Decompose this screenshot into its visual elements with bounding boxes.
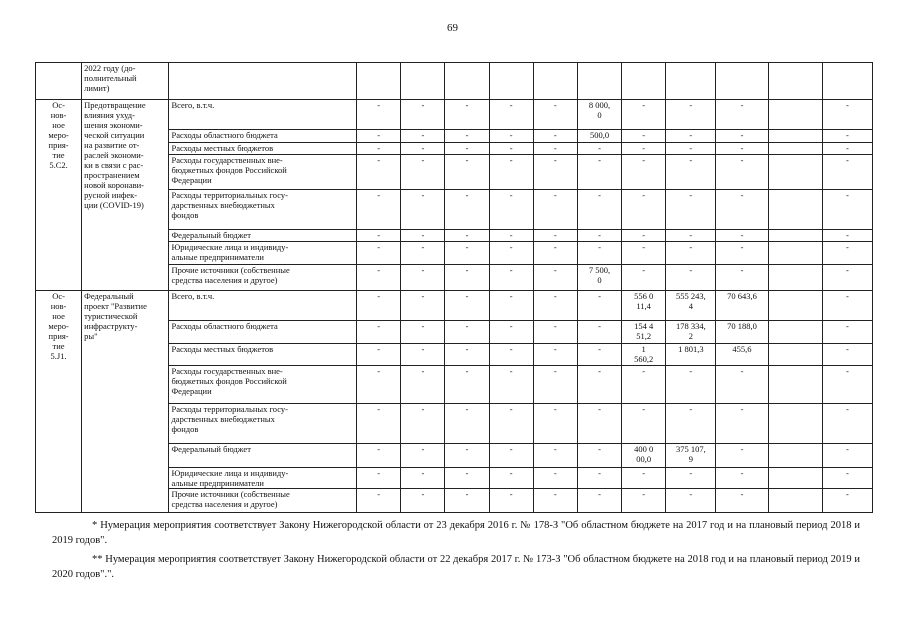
value-cell: - [822, 265, 872, 291]
value-cell: - [489, 230, 533, 242]
value-cell: - [716, 489, 768, 513]
value-cell: - [822, 100, 872, 130]
funding-source: Расходы областного бюджета [169, 130, 357, 143]
value-cell: 556 0 11,4 [622, 291, 666, 321]
value-cell: - [445, 444, 489, 468]
value-cell: - [445, 130, 489, 143]
value-cell: - [822, 230, 872, 242]
value-cell: - [577, 344, 621, 366]
value-cell: - [401, 321, 445, 344]
value-cell [768, 155, 822, 190]
value-cell: - [533, 143, 577, 155]
value-cell: - [666, 468, 716, 489]
funding-source: Юридические лица и индивиду- альные предприниматели [169, 468, 357, 489]
value-cell: - [401, 344, 445, 366]
measure-number: Ос- нов- ное меро- прия- тие 5.С2. [36, 100, 82, 291]
empty-cell [401, 63, 445, 100]
value-cell: - [577, 468, 621, 489]
value-cell: - [822, 321, 872, 344]
value-cell: - [357, 468, 401, 489]
value-cell: - [445, 321, 489, 344]
value-cell: - [401, 155, 445, 190]
empty-cell [577, 63, 621, 100]
funding-source: Расходы государственных вне- бюджетных фондов Российской Федерации [169, 366, 357, 404]
value-cell: - [716, 100, 768, 130]
value-cell: - [716, 366, 768, 404]
value-cell: - [357, 489, 401, 513]
value-cell: - [822, 468, 872, 489]
value-cell: - [489, 190, 533, 230]
value-cell: - [445, 265, 489, 291]
value-cell: - [357, 100, 401, 130]
value-cell [768, 344, 822, 366]
value-cell: - [577, 230, 621, 242]
funding-source: Расходы территориальных госу- дарственных внебюджетных фондов [169, 190, 357, 230]
value-cell: - [489, 130, 533, 143]
value-cell: - [357, 366, 401, 404]
funding-source: Всего, в.т.ч. [169, 291, 357, 321]
value-cell: - [445, 100, 489, 130]
value-cell: - [357, 190, 401, 230]
empty-cell [622, 63, 666, 100]
value-cell: - [489, 344, 533, 366]
value-cell [768, 143, 822, 155]
value-cell: - [533, 265, 577, 291]
value-cell: - [489, 291, 533, 321]
value-cell [768, 489, 822, 513]
value-cell: - [622, 265, 666, 291]
value-cell: - [357, 230, 401, 242]
empty-cell [716, 63, 768, 100]
value-cell: - [533, 130, 577, 143]
value-cell: 70 188,0 [716, 321, 768, 344]
value-cell: - [357, 321, 401, 344]
value-cell: - [577, 444, 621, 468]
value-cell: - [401, 468, 445, 489]
value-cell: 178 334, 2 [666, 321, 716, 344]
value-cell: - [716, 404, 768, 444]
value-cell: 8 000, 0 [577, 100, 621, 130]
empty-cell [666, 63, 716, 100]
value-cell: - [622, 100, 666, 130]
value-cell: - [357, 344, 401, 366]
value-cell: - [822, 155, 872, 190]
value-cell: - [822, 190, 872, 230]
value-cell: - [357, 155, 401, 190]
value-cell: - [401, 444, 445, 468]
funding-source: Расходы государственных вне- бюджетных фондов Российской Федерации [169, 155, 357, 190]
funding-source: Юридические лица и индивиду- альные предприниматели [169, 242, 357, 265]
value-cell: - [401, 190, 445, 230]
value-cell: - [401, 366, 445, 404]
value-cell [768, 230, 822, 242]
value-cell: - [716, 155, 768, 190]
value-cell [768, 444, 822, 468]
value-cell: - [401, 100, 445, 130]
value-cell: - [666, 143, 716, 155]
value-cell: - [445, 143, 489, 155]
funding-source: Прочие источники (собственные средства населения и другое) [169, 265, 357, 291]
value-cell: - [401, 404, 445, 444]
measure-number: Ос- нов- ное меро- прия- тие 5.J1. [36, 291, 82, 513]
value-cell [768, 321, 822, 344]
value-cell: - [577, 143, 621, 155]
value-cell: - [622, 190, 666, 230]
value-cell: - [357, 444, 401, 468]
value-cell [768, 291, 822, 321]
value-cell: - [401, 130, 445, 143]
measure-name: 2022 году (до- полнительный лимит) [82, 63, 169, 100]
value-cell: - [533, 291, 577, 321]
footnotes [52, 518, 860, 586]
value-cell [768, 404, 822, 444]
value-cell: - [489, 468, 533, 489]
table-row [36, 291, 873, 321]
value-cell: - [577, 291, 621, 321]
value-cell: 1 560,2 [622, 344, 666, 366]
value-cell: - [716, 230, 768, 242]
value-cell: - [622, 155, 666, 190]
value-cell: - [577, 321, 621, 344]
value-cell: - [666, 489, 716, 513]
value-cell: - [822, 291, 872, 321]
value-cell: - [577, 489, 621, 513]
value-cell: - [666, 130, 716, 143]
value-cell: - [622, 130, 666, 143]
value-cell: - [533, 444, 577, 468]
funding-source: Расходы областного бюджета [169, 321, 357, 344]
funding-source: Всего, в.т.ч. [169, 100, 357, 130]
value-cell: - [489, 489, 533, 513]
value-cell: - [716, 143, 768, 155]
funding-source: Прочие источники (собственные средства населения и другое) [169, 489, 357, 513]
measure-name: Федеральный проект "Развитие туристической инфраструкту- ры" [82, 291, 169, 513]
value-cell: 375 107, 9 [666, 444, 716, 468]
value-cell: - [489, 404, 533, 444]
value-cell: - [489, 143, 533, 155]
value-cell: - [666, 190, 716, 230]
value-cell: - [666, 230, 716, 242]
value-cell: - [401, 291, 445, 321]
value-cell: - [533, 468, 577, 489]
value-cell: - [577, 404, 621, 444]
value-cell: 500,0 [577, 130, 621, 143]
value-cell: - [822, 489, 872, 513]
value-cell: - [445, 489, 489, 513]
value-cell: - [445, 468, 489, 489]
value-cell [768, 100, 822, 130]
empty-cell [768, 63, 822, 100]
value-cell: - [357, 143, 401, 155]
value-cell: - [666, 404, 716, 444]
value-cell: - [533, 155, 577, 190]
value-cell: - [533, 344, 577, 366]
value-cell: - [666, 242, 716, 265]
value-cell: - [489, 444, 533, 468]
value-cell: - [357, 265, 401, 291]
value-cell: 1 801,3 [666, 344, 716, 366]
value-cell: - [533, 230, 577, 242]
empty-cell [169, 63, 357, 100]
value-cell: - [445, 230, 489, 242]
value-cell: - [489, 265, 533, 291]
value-cell: - [445, 155, 489, 190]
value-cell: - [357, 404, 401, 444]
empty-cell [533, 63, 577, 100]
value-cell: - [666, 366, 716, 404]
value-cell: - [577, 242, 621, 265]
value-cell: - [533, 489, 577, 513]
value-cell: - [822, 242, 872, 265]
value-cell: 400 0 00,0 [622, 444, 666, 468]
page-number: 69 [447, 22, 458, 34]
table-row [36, 63, 873, 100]
value-cell: - [489, 100, 533, 130]
measure-name: Предотвращение влияния ухуд- шения экономи- ческой ситуации на развитие от- раслей экономи- ки в связи с рас- пространением новой коронави- русной инфек- ции (COVID-19) [82, 100, 169, 291]
budget-table [35, 62, 873, 513]
value-cell [768, 130, 822, 143]
value-cell: - [401, 230, 445, 242]
value-cell: - [666, 155, 716, 190]
value-cell: - [622, 468, 666, 489]
value-cell: - [716, 265, 768, 291]
value-cell [768, 242, 822, 265]
value-cell: - [622, 230, 666, 242]
value-cell: - [622, 242, 666, 265]
funding-source: Расходы местных бюджетов [169, 344, 357, 366]
value-cell: - [622, 366, 666, 404]
value-cell: - [401, 242, 445, 265]
value-cell: - [445, 344, 489, 366]
value-cell: - [666, 100, 716, 130]
funding-source: Расходы территориальных госу- дарственных внебюджетных фондов [169, 404, 357, 444]
value-cell: - [822, 366, 872, 404]
value-cell: - [716, 130, 768, 143]
value-cell: - [489, 321, 533, 344]
value-cell: - [716, 444, 768, 468]
value-cell: - [533, 321, 577, 344]
value-cell: - [533, 190, 577, 230]
value-cell: - [822, 404, 872, 444]
empty-cell [822, 63, 872, 100]
value-cell: - [445, 366, 489, 404]
empty-cell [357, 63, 401, 100]
value-cell: - [822, 444, 872, 468]
footnote-2: ** Нумерация мероприятия соответствует Закону Нижегородской области от 22 декабря 2017 г. № 173-З "Об областном бюджете на 2018 год и на плановый период 2019 и 2020 годов".". [52, 554, 860, 580]
value-cell: - [716, 190, 768, 230]
funding-source: Федеральный бюджет [169, 230, 357, 242]
value-cell: - [577, 190, 621, 230]
empty-cell [489, 63, 533, 100]
value-cell: - [533, 242, 577, 265]
value-cell: - [666, 265, 716, 291]
value-cell: - [445, 404, 489, 444]
value-cell: - [622, 489, 666, 513]
value-cell: 455,6 [716, 344, 768, 366]
number-cell [36, 63, 82, 100]
value-cell: - [577, 366, 621, 404]
value-cell: - [445, 190, 489, 230]
value-cell [768, 190, 822, 230]
value-cell: - [577, 155, 621, 190]
value-cell: - [489, 366, 533, 404]
value-cell: - [716, 242, 768, 265]
value-cell: - [489, 242, 533, 265]
value-cell: - [401, 265, 445, 291]
value-cell: - [445, 242, 489, 265]
table-row [36, 100, 873, 130]
value-cell: - [489, 155, 533, 190]
value-cell: - [401, 143, 445, 155]
value-cell: 154 4 51,2 [622, 321, 666, 344]
value-cell [768, 366, 822, 404]
funding-source: Федеральный бюджет [169, 444, 357, 468]
value-cell: - [822, 344, 872, 366]
value-cell: - [822, 130, 872, 143]
empty-cell [445, 63, 489, 100]
value-cell: - [622, 404, 666, 444]
value-cell: - [716, 468, 768, 489]
value-cell: - [445, 291, 489, 321]
value-cell: - [357, 291, 401, 321]
value-cell: - [533, 404, 577, 444]
value-cell: 7 500, 0 [577, 265, 621, 291]
funding-source: Расходы местных бюджетов [169, 143, 357, 155]
value-cell: - [533, 100, 577, 130]
value-cell: - [822, 143, 872, 155]
value-cell: - [533, 366, 577, 404]
value-cell: 70 643,6 [716, 291, 768, 321]
value-cell: - [622, 143, 666, 155]
value-cell: - [401, 489, 445, 513]
value-cell: 555 243, 4 [666, 291, 716, 321]
value-cell [768, 468, 822, 489]
value-cell: - [357, 130, 401, 143]
value-cell: - [357, 242, 401, 265]
footnote-1: * Нумерация мероприятия соответствует Закону Нижегородской области от 23 декабря 2016 г. № 178-З "Об областном бюджете на 2017 год и на плановый период 2018 и 2019 годов". [52, 520, 860, 546]
value-cell [768, 265, 822, 291]
